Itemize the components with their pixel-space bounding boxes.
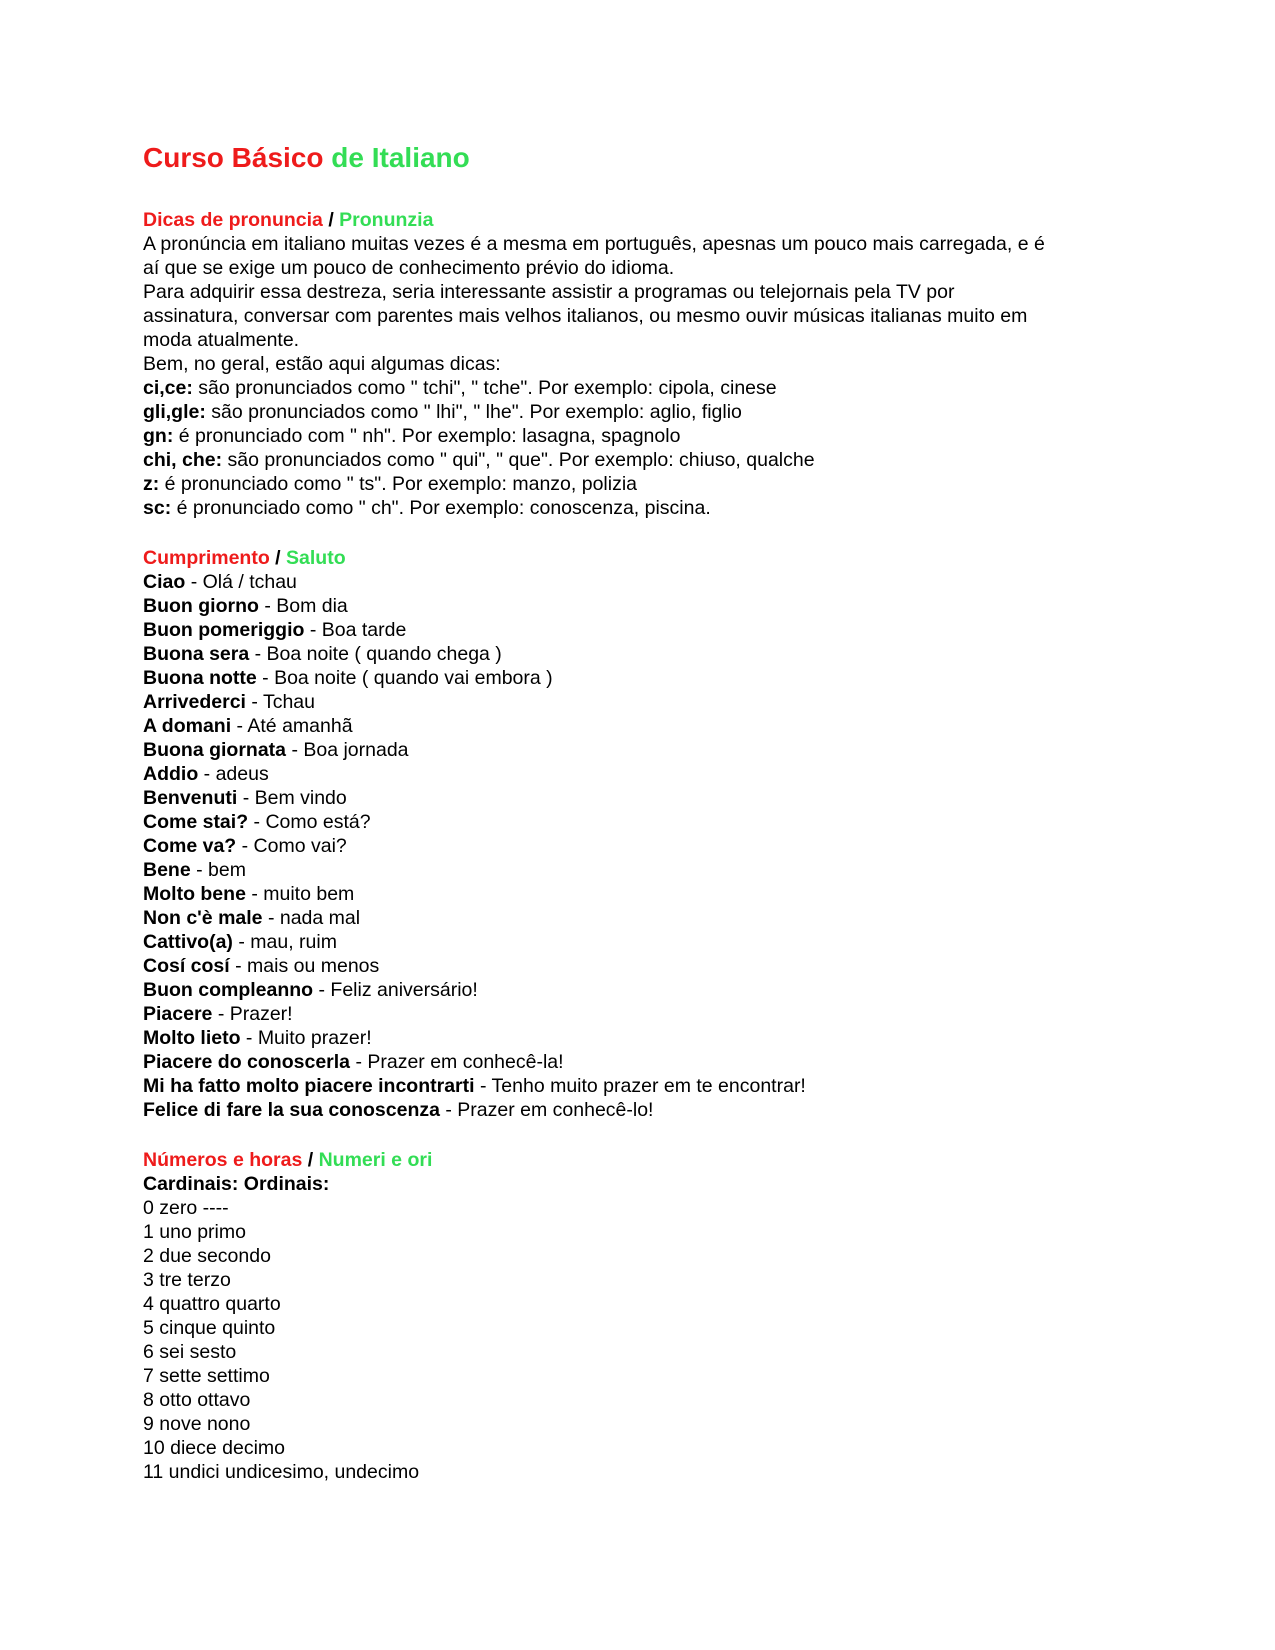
greeting-portuguese-translation: - Prazer em conhecê-la! xyxy=(355,1051,564,1073)
number-row: 7 sette settimo xyxy=(143,1365,270,1387)
number-row: 5 cinque quinto xyxy=(143,1317,276,1339)
greeting-italian-term: Felice di fare la sua conoscenza xyxy=(143,1099,440,1121)
greeting-portuguese-translation: - Bom dia xyxy=(264,595,348,617)
greeting-entry xyxy=(143,642,1103,666)
greeting-italian-term: Buon pomeriggio xyxy=(143,619,305,641)
greeting-entry xyxy=(143,1074,1103,1098)
tip-term: ci,ce: xyxy=(143,377,193,399)
greeting-italian-term: Benvenuti xyxy=(143,787,238,809)
greeting-italian-term: Ciao xyxy=(143,571,186,593)
heading-separator: / xyxy=(307,1149,314,1171)
number-row: 10 diece decimo xyxy=(143,1437,286,1459)
greeting-entry xyxy=(143,594,1103,618)
tip-term: z: xyxy=(143,473,160,495)
greeting-entry xyxy=(143,762,1103,786)
pronuncia-paragraph-line: Bem, no geral, estão aqui algumas dicas: xyxy=(143,353,501,375)
greeting-portuguese-translation: - Muito prazer! xyxy=(245,1027,372,1049)
section-heading-numeri xyxy=(143,1148,1103,1172)
greeting-entry xyxy=(143,930,1103,954)
pronunciation-tip xyxy=(143,496,1103,520)
number-row: 6 sei sesto xyxy=(143,1341,237,1363)
greeting-italian-term: Piacere xyxy=(143,1003,213,1025)
tip-description: é pronunciado com " nh". Por exemplo: lasagna, spagnolo xyxy=(178,425,681,447)
greeting-italian-term: Piacere do conoscerla xyxy=(143,1051,351,1073)
greeting-portuguese-translation: - Até amanhã xyxy=(236,715,353,737)
greeting-entry xyxy=(143,570,1103,594)
greeting-portuguese-translation: - mau, ruim xyxy=(238,931,337,953)
greeting-italian-term: Bene xyxy=(143,859,191,881)
greeting-entry xyxy=(143,1098,1103,1122)
greeting-italian-term: Molto lieto xyxy=(143,1027,241,1049)
greeting-italian-term: Cattivo(a) xyxy=(143,931,233,953)
greeting-entry xyxy=(143,786,1103,810)
greeting-entry xyxy=(143,906,1103,930)
heading-saluto-pt: Cumprimento xyxy=(143,547,270,569)
heading-separator: / xyxy=(328,209,334,231)
greeting-portuguese-translation: - Tchau xyxy=(251,691,316,713)
greeting-italian-term: Buona notte xyxy=(143,667,257,689)
greeting-portuguese-translation: - Olá / tchau xyxy=(190,571,297,593)
pronuncia-paragraph-line: assinatura, conversar com parentes mais velhos italianos, ou mesmo ouvir músicas italianas muito em xyxy=(143,305,1028,327)
greeting-portuguese-translation: - Tenho muito prazer em te encontrar! xyxy=(479,1075,806,1097)
greeting-portuguese-translation: - Bem vindo xyxy=(242,787,347,809)
numbers-subheading: Cardinais: Ordinais: xyxy=(143,1173,330,1195)
greeting-italian-term: Buona giornata xyxy=(143,739,287,761)
heading-numeri-it: Numeri e ori xyxy=(318,1149,433,1171)
greeting-entry xyxy=(143,1026,1103,1050)
tip-term: sc: xyxy=(143,497,172,519)
number-row: 0 zero ---- xyxy=(143,1197,229,1219)
tip-description: é pronunciado como " ch". Por exemplo: conoscenza, piscina. xyxy=(176,497,711,519)
greeting-entry xyxy=(143,954,1103,978)
greeting-entry xyxy=(143,810,1103,834)
greeting-italian-term: Mi ha fatto molto piacere incontrarti xyxy=(143,1075,475,1097)
greeting-italian-term: Buon giorno xyxy=(143,595,259,617)
pronuncia-paragraph-line: Para adquirir essa destreza, seria interessante assistir a programas ou telejornais pela TV por xyxy=(143,281,955,303)
pronunciation-tip xyxy=(143,424,1103,448)
greeting-entry xyxy=(143,1002,1103,1026)
greeting-entry xyxy=(143,834,1103,858)
pronuncia-paragraph-line: A pronúncia em italiano muitas vezes é a mesma em português, apesnas um pouco mais carregada, e é xyxy=(143,233,1045,255)
number-row: 4 quattro quarto xyxy=(143,1293,281,1315)
greeting-entry xyxy=(143,738,1103,762)
pronunciation-tip xyxy=(143,448,1103,472)
greeting-italian-term: Addio xyxy=(143,763,199,785)
greeting-portuguese-translation: - mais ou menos xyxy=(235,955,380,977)
number-row: 11 undici undicesimo, undecimo xyxy=(143,1461,420,1483)
tip-term: gn: xyxy=(143,425,174,447)
number-row: 8 otto ottavo xyxy=(143,1389,251,1411)
greeting-italian-term: A domani xyxy=(143,715,232,737)
greeting-entry xyxy=(143,882,1103,906)
tip-description: é pronunciado como " ts". Por exemplo: manzo, polizia xyxy=(164,473,638,495)
greeting-italian-term: Buona sera xyxy=(143,643,250,665)
heading-pronuncia-pt: Dicas de pronuncia xyxy=(143,209,323,231)
pronunciation-tip xyxy=(143,400,1103,424)
greeting-portuguese-translation: - Boa noite ( quando chega ) xyxy=(254,643,502,665)
greeting-entry xyxy=(143,714,1103,738)
greeting-italian-term: Buon compleanno xyxy=(143,979,314,1001)
greeting-portuguese-translation: - Boa noite ( quando vai embora ) xyxy=(262,667,553,689)
greeting-portuguese-translation: - nada mal xyxy=(267,907,361,929)
greeting-entry xyxy=(143,858,1103,882)
greeting-portuguese-translation: - Prazer! xyxy=(217,1003,293,1025)
greeting-italian-term: Molto bene xyxy=(143,883,246,905)
greeting-portuguese-translation: - Prazer em conhecê-lo! xyxy=(445,1099,654,1121)
heading-numeri-pt: Números e horas xyxy=(143,1149,303,1171)
pronunciation-tip xyxy=(143,376,1103,400)
pronuncia-paragraph-line: moda atualmente. xyxy=(143,329,300,351)
tip-description: são pronunciados como " tchi", " tche". Por exemplo: cipola, cinese xyxy=(198,377,777,399)
greeting-entry xyxy=(143,978,1103,1002)
greeting-entry xyxy=(143,666,1103,690)
pronuncia-paragraph-line: aí que se exige um pouco de conhecimento prévio do idioma. xyxy=(143,257,675,279)
tip-description: são pronunciados como " lhi", " lhe". Por exemplo: aglio, figlio xyxy=(211,401,742,423)
greeting-italian-term: Cosí cosí xyxy=(143,955,230,977)
greeting-entry xyxy=(143,618,1103,642)
tip-term: gli,gle: xyxy=(143,401,206,423)
greeting-portuguese-translation: - muito bem xyxy=(251,883,355,905)
greeting-entry xyxy=(143,690,1103,714)
greeting-portuguese-translation: - Como está? xyxy=(253,811,371,833)
heading-saluto-it: Saluto xyxy=(286,547,346,569)
greeting-italian-term: Non c'è male xyxy=(143,907,263,929)
tip-term: chi, che: xyxy=(143,449,223,471)
title-part-italian: de Italiano xyxy=(331,142,470,173)
pronunciation-tip xyxy=(143,472,1103,496)
page-title xyxy=(143,141,1103,174)
greeting-portuguese-translation: - bem xyxy=(196,859,246,881)
number-row: 2 due secondo xyxy=(143,1245,271,1267)
greeting-entry xyxy=(143,1050,1103,1074)
greeting-portuguese-translation: - Feliz aniversário! xyxy=(318,979,478,1001)
title-part-portuguese: Curso Básico xyxy=(143,142,324,173)
greeting-italian-term: Come va? xyxy=(143,835,237,857)
greeting-italian-term: Come stai? xyxy=(143,811,249,833)
heading-pronuncia-it: Pronunzia xyxy=(339,209,434,231)
tip-description: são pronunciados como " qui", " que". Por exemplo: chiuso, qualche xyxy=(227,449,815,471)
greeting-portuguese-translation: - Boa tarde xyxy=(309,619,407,641)
number-row: 3 tre terzo xyxy=(143,1269,231,1291)
greeting-portuguese-translation: - Boa jornada xyxy=(291,739,409,761)
number-row: 1 uno primo xyxy=(143,1221,246,1243)
number-row: 9 nove nono xyxy=(143,1413,251,1435)
heading-separator: / xyxy=(275,547,281,569)
section-heading-pronuncia xyxy=(143,208,1103,232)
greeting-italian-term: Arrivederci xyxy=(143,691,246,713)
greeting-portuguese-translation: - adeus xyxy=(203,763,269,785)
section-heading-saluto xyxy=(143,546,1103,570)
greeting-portuguese-translation: - Como vai? xyxy=(241,835,347,857)
